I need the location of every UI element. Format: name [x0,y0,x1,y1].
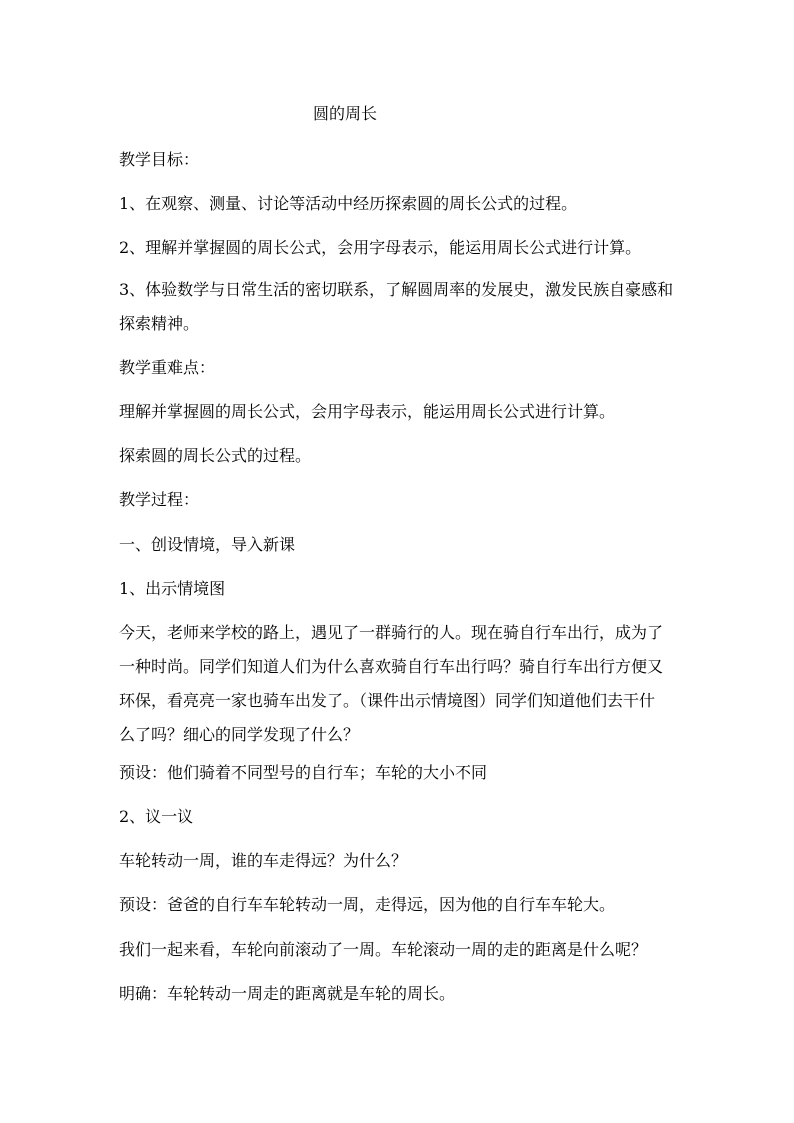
objective-2: 2、理解并掌握圆的周长公式，会用字母表示，能运用周长公式进行计算。 [119,238,642,257]
intro-paragraph [119,616,679,752]
intro-line-4: 么了吗？细心的同学发现了什么？ [119,725,360,744]
intro-line-3: 环保，看亮亮一家也骑车出发了。（课件出示情境图）同学们知道他们去干什 [119,691,656,710]
step-1-heading: 1、出示情境图 [119,579,226,598]
section-1-heading: 一、创设情境，导入新课 [119,535,296,554]
clarify: 明确：车轮转动一周走的距离就是车轮的周长。 [119,984,456,1003]
objectives-heading: 教学目标： [119,150,200,169]
intro-line-2: 一种时尚。同学们知道人们为什么喜欢骑自行车出行吗？骑自行车出行方便又 [119,657,664,676]
preset-1: 预设：他们骑着不同型号的自行车；车轮的大小不同 [119,763,488,782]
key-point-2: 探索圆的周长公式的过程。 [119,446,312,465]
intro-line-1: 今天，老师来学校的路上，遇见了一群骑行的人。现在骑自行车出行，成为了 [119,623,664,642]
preset-2: 预设：爸爸的自行车车轮转动一周，走得远，因为他的自行车车轮大。 [119,895,616,914]
question: 车轮转动一周，谁的车走得远？为什么？ [119,851,408,870]
objective-3 [119,273,679,341]
objective-1: 1、在观察、测量、讨论等活动中经历探索圆的周长公式的过程。 [119,194,578,213]
objective-3-line-2: 探索精神。 [119,314,200,333]
step-2-heading: 2、议一议 [119,807,194,826]
watch-together: 我们一起来看，车轮向前滚动了一周。车轮滚动一周的走的距离是什么呢？ [119,940,648,959]
document-title: 圆的周长 [313,104,378,123]
objective-3-line-1: 3、体验数学与日常生活的密切联系，了解圆周率的发展史，激发民族自豪感和 [119,280,674,299]
key-points-heading: 教学重难点： [119,358,216,377]
process-heading: 教学过程： [119,490,200,509]
key-point-1: 理解并掌握圆的周长公式，会用字母表示，能运用周长公式进行计算。 [119,402,616,421]
